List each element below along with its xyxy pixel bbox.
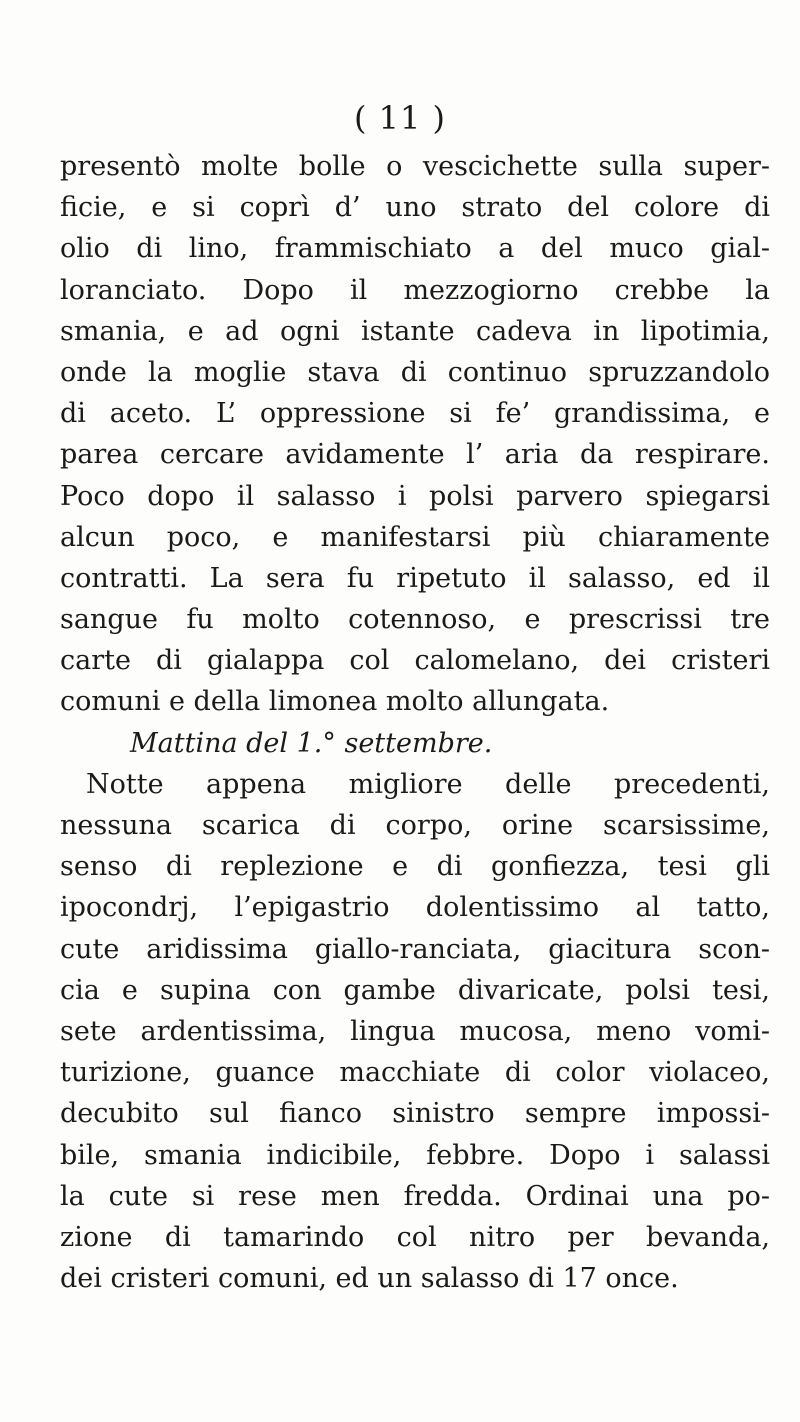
text-line: turizione, guance macchiate di color violaceo,	[60, 1057, 770, 1089]
text-line: smania, e ad ogni istante cadeva in lipotimia,	[60, 315, 770, 347]
text-line: cute aridissima giallo-ranciata, giacitura scon-	[60, 933, 770, 965]
page-number: ( 11 )	[353, 99, 447, 137]
text-line: decubito sul fianco sinistro sempre impossi-	[60, 1098, 770, 1130]
text-line: comuni e della limonea molto allungata.	[60, 686, 610, 718]
text-line: Poco dopo il salasso i polsi parvero spiegarsi	[60, 480, 770, 512]
text-line: carte di gialappa col calomelano, dei cristeri	[60, 645, 770, 677]
text-line: bile, smania indicibile, febbre. Dopo i salassi	[60, 1139, 770, 1171]
text-line: alcun poco, e manifestarsi più chiaramente	[60, 521, 770, 553]
text-line: ipocondrj, l’epigastrio dolentissimo al tatto,	[60, 892, 770, 924]
text-line: olio di lino, frammischiato a del muco gial-	[60, 233, 770, 265]
text-line: dei cristeri comuni, ed un salasso di 17 once.	[60, 1263, 679, 1295]
section-heading: Mattina del 1.° settembre.	[130, 727, 493, 759]
text-line: senso di replezione e di gonfiezza, tesi gli	[60, 851, 770, 883]
text-line: loranciato. Dopo il mezzogiorno crebbe la	[60, 274, 770, 306]
text-line: cia e supina con gambe divaricate, polsi tesi,	[60, 974, 770, 1006]
text-line: Notte appena migliore delle precedenti,	[86, 768, 770, 800]
text-line: onde la moglie stava di continuo spruzzandolo	[60, 356, 770, 388]
text-line: sangue fu molto cotennoso, e prescrissi tre	[60, 604, 770, 636]
text-line: contratti. La sera fu ripetuto il salasso, ed il	[60, 562, 770, 594]
text-line: zione di tamarindo col nitro per bevanda,	[60, 1221, 770, 1253]
text-line: presentò molte bolle o vescichette sulla super-	[60, 151, 770, 182]
text-line: nessuna scarica di corpo, orine scarsissime,	[60, 810, 770, 841]
text-line: di aceto. L’ oppressione si fe’ grandissima, e	[60, 398, 770, 430]
text-line: sete ardentissima, lingua mucosa, meno vomi-	[60, 1015, 770, 1047]
text-line: ficie, e si coprì d’ uno strato del colore di	[60, 192, 770, 224]
text-line: la cute si rese men fredda. Ordinai una po-	[60, 1180, 770, 1212]
text-line: parea cercare avidamente l’ aria da respirare.	[60, 439, 770, 471]
body-text	[60, 146, 770, 1299]
